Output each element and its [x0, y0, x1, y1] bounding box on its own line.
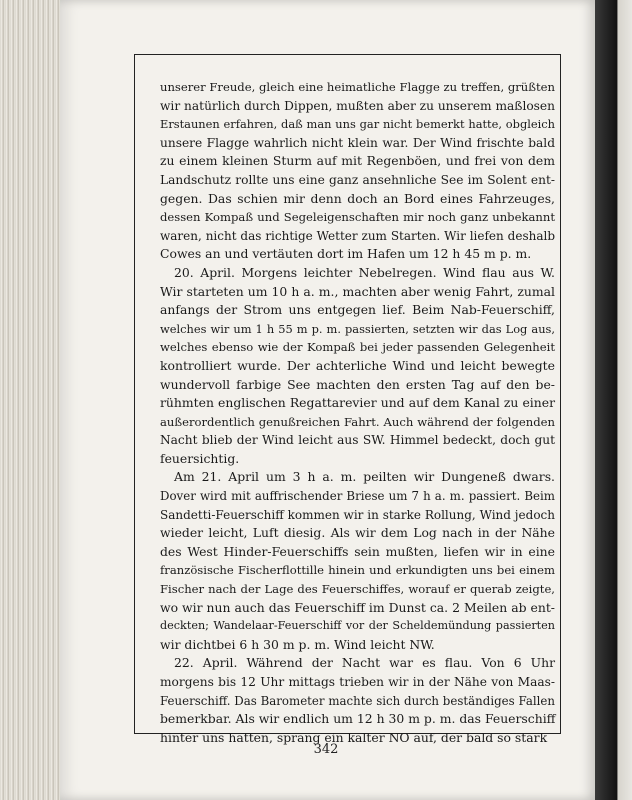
text-line: außerordentlich genußreichen Fahrt. Auch während der folgenden: [160, 414, 555, 429]
text-line: Erstaunen erfahren, daß man uns gar nicht bemerkt hatte, obgleich: [160, 117, 555, 132]
text-line: Feuerschiff. Das Barometer machte sich durch beständiges Fallen: [160, 693, 555, 708]
text-line: 22. April. Während der Nacht war es flau. Von 6 Uhr: [174, 655, 555, 671]
text-line: unserer Freude, gleich eine heimatliche Flagge zu treffen, grüßten: [160, 80, 555, 94]
text-line: französische Fischerflottille hinein und erkundigten uns bei einem: [160, 563, 555, 578]
text-line: welches ebenso wie der Kompaß bei jeder passenden Gelegenheit: [160, 340, 555, 355]
text-line: wo wir nun auch das Feuerschiff im Dunst ca. 2 Meilen ab ent-: [160, 599, 555, 615]
text-line: Cowes an und vertäuten dort im Hafen um 12 h 45 m p. m.: [160, 246, 532, 262]
text-line: hinter uns hatten, sprang ein kalter NO auf, der bald so stark: [160, 729, 548, 745]
book-spine-shadow: [595, 0, 632, 800]
text-line: bemerkbar. Als wir endlich um 12 h 30 m p. m. das Feuerschiff: [160, 711, 556, 727]
paragraph: [160, 468, 555, 654]
text-line: des West Hinder-Feuerschiffs sein mußten, liefen wir in eine: [160, 543, 555, 559]
text-line: wundervoll farbige See machten den ersten Tag auf den be-: [160, 376, 555, 392]
text-line: rühmten englischen Regattarevier und auf dem Kanal zu einer: [160, 395, 555, 411]
page-number: 342: [313, 742, 339, 757]
text-line: zu einem kleinen Sturm auf mit Regenböen, und frei von dem: [160, 153, 555, 169]
paragraph: [160, 264, 555, 469]
text-line: Am 21. April um 3 h a. m. peilten wir Dungeneß dwars.: [174, 469, 555, 485]
text-line: wir dichtbei 6 h 30 m p. m. Wind leicht NW.: [160, 636, 435, 652]
paragraph: [160, 654, 555, 747]
paragraph: [160, 78, 555, 264]
text-line: Fischer nach der Lage des Feuerschiffes, worauf er querab zeigte,: [160, 582, 555, 597]
text-line: waren, nicht das richtige Wetter zum Starten. Wir liefen deshalb: [160, 228, 555, 243]
text-line: wieder leicht, Luft diesig. Als wir dem Log nach in der Nähe: [160, 525, 555, 541]
body-text: [160, 78, 555, 747]
text-line: Nacht blieb der Wind leicht aus SW. Himmel bedeckt, doch gut: [160, 433, 555, 448]
text-line: 20. April. Morgens leichter Nebelregen. Wind flau aus W.: [174, 264, 555, 280]
text-line: unsere Flagge wahrlich nicht klein war. Der Wind frischte bald: [160, 135, 555, 150]
text-line: deckten; Wandelaar-Feuerschiff vor der Scheldemündung passierten: [160, 619, 555, 633]
text-line: morgens bis 12 Uhr mittags trieben wir in der Nähe von Maas-: [160, 675, 555, 689]
text-line: Sandetti-Feuerschiff kommen wir in starke Rollung, Wind jedoch: [160, 507, 555, 522]
text-line: Wir starteten um 10 h a. m., machten aber wenig Fahrt, zumal: [160, 283, 555, 299]
text-line: feuersichtig.: [160, 450, 240, 466]
text-line: gegen. Das schien mir denn doch an Bord eines Fahrzeuges,: [160, 190, 555, 206]
text-line: dessen Kompaß und Segeleigenschaften mir noch ganz unbekannt: [160, 210, 555, 225]
text-line: anfangs der Strom uns entgegen lief. Beim Nab-Feuerschiff,: [160, 302, 555, 318]
text-line: welches wir um 1 h 55 m p. m. passierten, setzten wir das Log aus,: [160, 321, 555, 336]
text-line: Landschutz rollte uns eine ganz ansehnliche See im Solent ent-: [160, 172, 555, 187]
text-line: wir natürlich durch Dippen, mußten aber zu unserem maßlosen: [160, 98, 555, 113]
text-line: Dover wird mit auffrischender Briese um 7 h a. m. passiert. Beim: [160, 489, 555, 504]
text-line: kontrolliert wurde. Der achterliche Wind und leicht bewegte: [160, 357, 555, 373]
